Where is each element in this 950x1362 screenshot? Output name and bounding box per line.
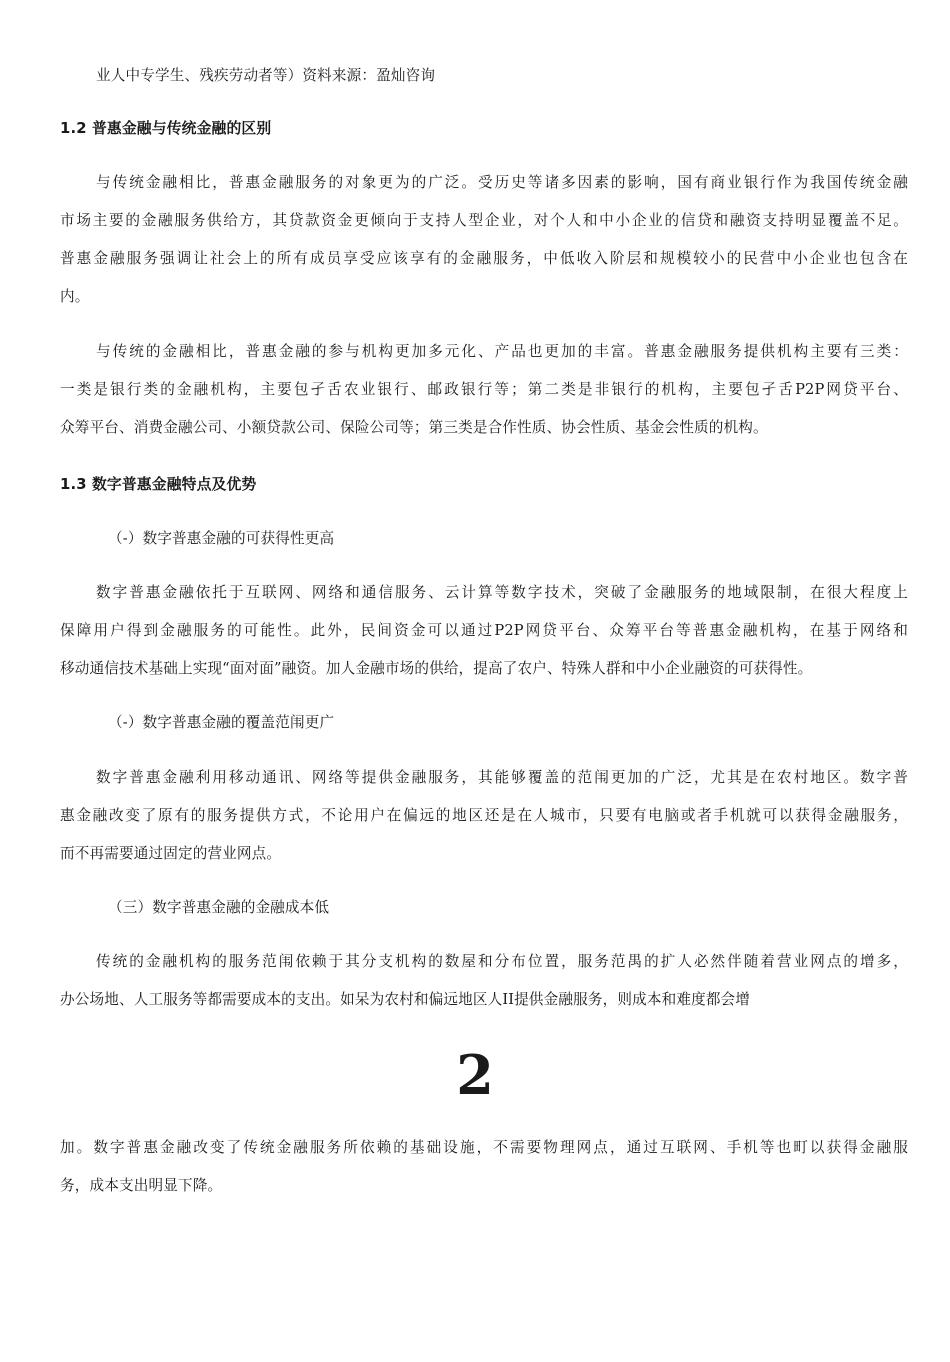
paragraph-line: 普惠金融服务强调让社会上的所有成员享受应该享有的金融服务，中低收入阶层和规模较小的民营中小企业也包含在: [60, 250, 908, 267]
paragraph-line: 数字普惠金融利用移动通讯、网络等提供金融服务，其能够覆盖的范闱更加的广泛，尤其是在农村地区。数字普: [96, 769, 908, 786]
section-heading-1-3: 1.3 数字普惠金融特点及优势: [60, 476, 257, 493]
page-number: 2: [456, 1043, 494, 1107]
paragraph-line: 而不再需要通过固定的营业网点。: [60, 845, 282, 862]
paragraph-line: 保障用户得到金融服务的可能性。此外，民间资金可以通过P2P网贷平台、众筹平台等普惠金融机构，在基于网络和: [60, 622, 908, 639]
paragraph-line: 移动通信技术基础上实现“面对面”融资。加人金融市场的供给，提高了农户、特殊人群和中小企业融资的可获得性。: [60, 660, 813, 677]
paragraph-line: 与传统金融相比，普惠金融服务的对象更为的广泛。受历史等诸多因素的影响，国有商业银行作为我国传统金融: [96, 174, 908, 191]
paragraph-line: 惠金融改变了原有的服务提供方式，不论用户在偏远的地区还是在人城市，只要有电脑或者手机就可以获得金融服务，: [60, 807, 908, 824]
paragraph-line: 众筹平台、消费金融公司、小额贷款公司、保险公司等；第三类是合作性质、协会性质、基金会性质的机构。: [60, 419, 768, 436]
top-line: 业人中专学生、残疾劳动者等）资料来源：盈灿咨询: [96, 67, 436, 84]
subsection-title: （三）数字普惠金融的金融成本低: [108, 899, 330, 916]
paragraph-line: 内。: [60, 288, 90, 305]
paragraph-line: 一类是银行类的金融机构，主要包孑舌农业银行、邮政银行等；第二类是非银行的机构，主要包孑舌P2P网贷平台、: [60, 381, 908, 398]
paragraph-line: 办公场地、人工服务等都需要成本的支出。如呆为农村和偏远地区人II提供金融服务，则成本和难度都会增: [60, 991, 751, 1008]
paragraph-line: 数字普惠金融依托于互联网、网络和通信服务、云计算等数字技术，突破了金融服务的地域限制，在很大程度上: [96, 584, 908, 601]
paragraph-line: 市场主要的金融服务供给方，其贷款资金更倾向于支持人型企业，对个人和中小企业的信贷和融资支持明显覆盖不足。: [60, 212, 908, 229]
subsection-title: （-）数字普惠金融的可获得性更高: [108, 530, 335, 547]
paragraph-line: 传统的金融机构的服务范闱依赖于其分支机构的数屋和分布位置，服务范禺的扩人必然伴随着营业网点的增多，: [96, 953, 908, 970]
subsection-title: （-）数字普惠金融的覆盖范闱更广: [108, 714, 335, 731]
paragraph-line: 与传统的金融相比，普惠金融的参与机构更加多元化、产品也更加的丰富。普惠金融服务提供机构主要有三类：: [96, 343, 908, 360]
section-heading-1-2: 1.2 普惠金融与传统金融的区别: [60, 120, 272, 137]
paragraph-line: 务，成本支出明显下降。: [60, 1177, 223, 1194]
paragraph-line: 加。数字普惠金融改变了传统金融服务所依赖的基础设施，不需要物理网点，通过互联网、手机等也町以获得金融服: [60, 1139, 908, 1156]
